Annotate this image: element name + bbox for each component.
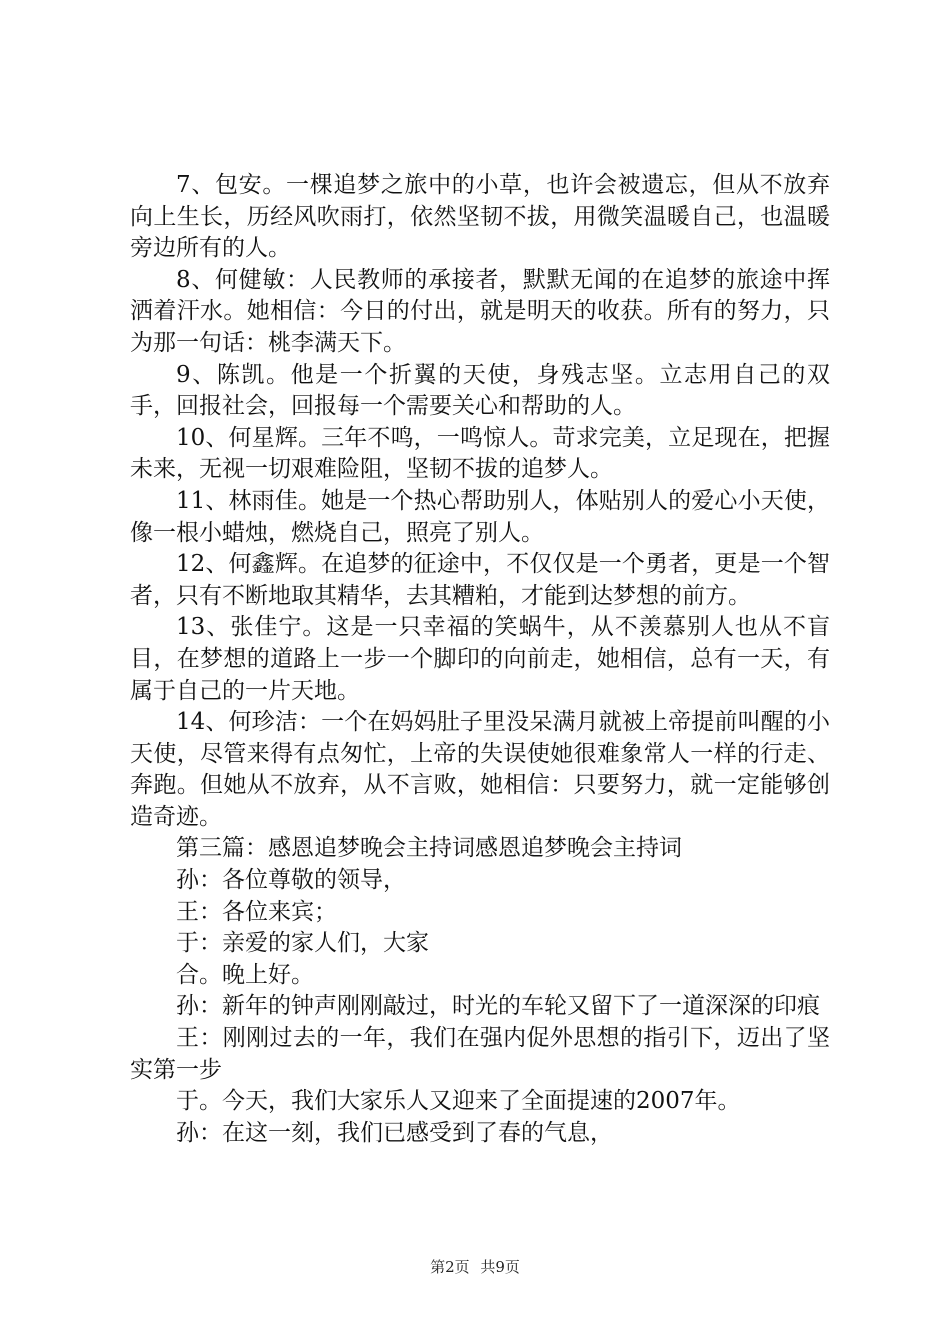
dialogue-line: 王：各位来宾； bbox=[176, 898, 337, 925]
paragraph-11: 11、林雨佳。她是一个热心帮助别人，体贴别人的爱心小天使，像一根小蜡烛，燃烧自己，照亮了别人。 bbox=[130, 487, 830, 546]
dialogue-line: 孙：在这一刻，我们已感受到了春的气息， bbox=[176, 1119, 613, 1146]
dialogue-line: 孙：各位尊敬的领导， bbox=[176, 867, 406, 894]
paragraph-8: 8、何健敏：人民教师的承接者，默默无闻的在追梦的旅途中挥洒着汗水。她相信：今日的付出，就是明天的收获。所有的努力，只为那一句话：桃李满天下。 bbox=[130, 266, 830, 356]
paragraph-12: 12、何鑫辉。在追梦的征途中，不仅仅是一个勇者，更是一个智者，只有不断地取其精华，去其糟粕，才能到达梦想的前方。 bbox=[130, 551, 830, 609]
page-footer bbox=[0, 1256, 950, 1277]
paragraph-14: 14、何珍洁：一个在妈妈肚子里没呆满月就被上帝提前叫醒的小天使，尽管来得有点匆忙，上帝的失误使她很难象常人一样的行走、奔跑。但她从不放弃，从不言败，她相信：只要努力，就一定能够创造奇迹。 bbox=[130, 709, 830, 830]
page-number: 第2页 bbox=[430, 1258, 470, 1276]
dialogue-line: 合。晚上好。 bbox=[176, 961, 314, 988]
paragraph-10: 10、何星辉。三年不鸣，一鸣惊人。苛求完美，立足现在，把握未来，无视一切艰难险阻，坚韧不拔的追梦人。 bbox=[130, 424, 830, 483]
page-total: 共9页 bbox=[480, 1258, 520, 1276]
dialogue-line: 孙：新年的钟声刚刚敲过，时光的车轮又留下了一道深深的印痕 bbox=[176, 993, 820, 1020]
paragraph-7: 7、包安。一棵追梦之旅中的小草，也许会被遗忘，但从不放弃向上生长，历经风吹雨打，依然坚韧不拔，用微笑温暖自己，也温暖旁边所有的人。 bbox=[130, 172, 830, 262]
dialogue-line: 王：刚刚过去的一年，我们在强内促外思想的指引下，迈出了坚实第一步 bbox=[130, 1025, 830, 1083]
paragraph-9: 9、陈凯。他是一个折翼的天使，身残志坚。立志用自己的双手，回报社会，回报每一个需要关心和帮助的人。 bbox=[130, 361, 830, 420]
dialogue-line: 于：亲爱的家人们，大家 bbox=[176, 930, 429, 957]
document-body bbox=[130, 170, 830, 1149]
section-title: 第三篇：感恩追梦晚会主持词感恩追梦晚会主持词 bbox=[176, 835, 682, 862]
paragraph-13: 13、张佳宁。这是一只幸福的笑蜗牛，从不羡慕别人也从不盲目，在梦想的道路上一步一个脚印的向前走，她相信，总有一天，有属于自己的一片天地。 bbox=[130, 614, 830, 704]
dialogue-line: 于。今天，我们大家乐人又迎来了全面提速的2007年。 bbox=[176, 1088, 741, 1115]
